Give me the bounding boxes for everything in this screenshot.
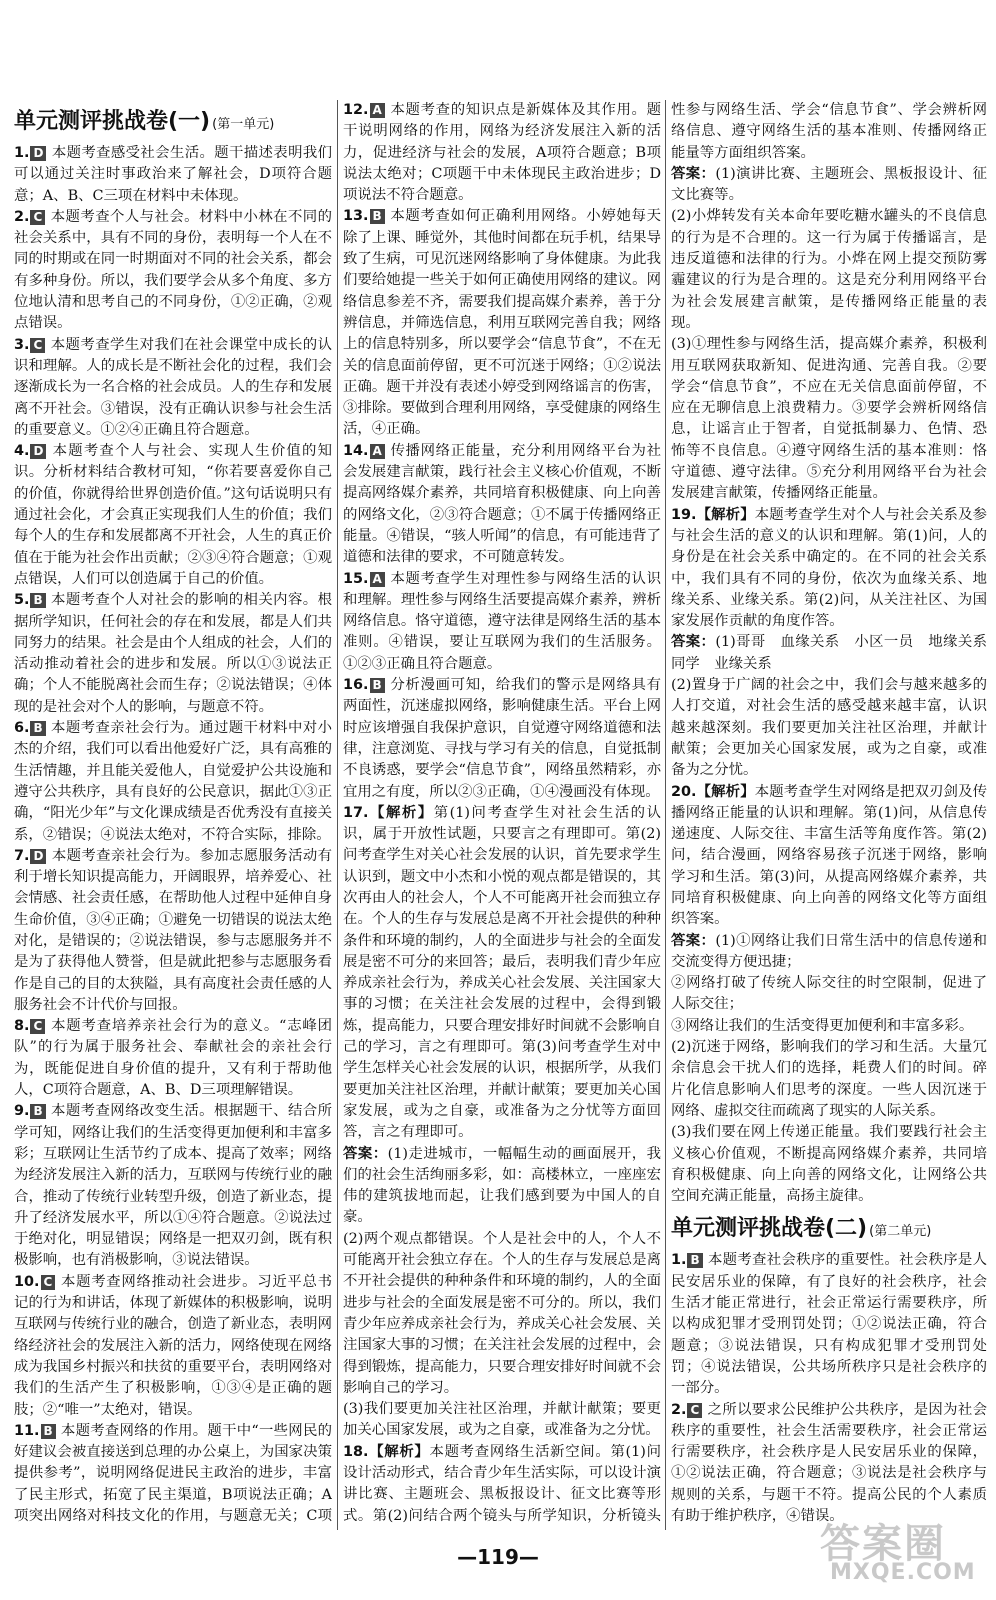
question-item (14, 335, 332, 441)
question-list (14, 143, 332, 1528)
question-item (14, 1016, 332, 1101)
answer-letter-badge: C (30, 1019, 45, 1034)
watermark-text: 答案圈 (820, 1521, 946, 1567)
question-20-answer-3: (3)我们要在网上传递正能量。我们要践行社会主义核心价值观，不断提高网络媒介素养，共同培育积极健康、向上向善的网络文化，让网络公共空间充满正能量，高扬主旋律。 (671, 1124, 987, 1205)
column-middle (343, 100, 661, 1528)
question-number: 9. (14, 1103, 30, 1120)
question-number: 6. (14, 720, 30, 737)
explanation-text: 本题考查学生对我们在社会课堂中成长的认识和理解。人的成长是不断社会化的过程，我们会逐渐成长为一名合格的社会成员。人的生存和发展离不开社会。③错误，没有正确认识参与社会生活的重要意义。①②④正确且符合题意。 (14, 336, 332, 438)
question-20-answer-1b: ②网络打破了传统人际交往的时空限制，促进了人际交往； (671, 975, 987, 1013)
answer-letter-badge: B (30, 593, 45, 608)
question-number: 1. (671, 1252, 687, 1269)
watermark-url: MXQE.COM (830, 1560, 976, 1585)
explanation-text: 本题考查个人与社会、实现人生价值的知识。分析材料结合教材可知，“你若要喜爱你自己的价值，你就得给世界创造价值。”这句话说明只有通过社会化，才会真正实现我们人生的价值；我们每个人的生存和发展都离不开社会，人生的真正价值在于能为社会作出贡献；②③④符合题意；①观点错误，人们可以创造属于自己的价值。 (14, 443, 332, 587)
question-item (671, 1250, 987, 1399)
question-20-answer-1c: ③网络让我们的生活变得更加便利和丰富多彩。 (671, 1017, 974, 1034)
section-subtitle: (第一单元) (212, 117, 275, 132)
watermark-logo (820, 1512, 986, 1592)
question-item (343, 569, 661, 675)
question-item (343, 675, 661, 803)
answer-letter-badge: C (30, 338, 45, 353)
question-item (671, 1400, 987, 1528)
question-number: 8. (14, 1018, 30, 1035)
question-20-answer-2: (2)沉迷于网络，影响我们的学习和生活。大量冗余信息会干扰人们的选择，耗费人们的时间。碎片化信息影响人们思考的深度。一些人因沉迷于网络、虚拟交往而疏离了现实的人际关系。 (671, 1039, 987, 1119)
answer-letter-badge: C (687, 1403, 702, 1418)
answer-letter-badge: B (370, 209, 385, 224)
explanation-text: 本题考查个人对社会的影响的相关内容。根据所学知识，任何社会的存在和发展，都是人们共同努力的结果。社会是由个人组成的社会，人们的活动推动着社会的进步和发展。所以①③说法正确；个人不能脱离社会而生存；②说法错误；④体现的是社会对个人的影响，与题意不符。 (14, 592, 332, 715)
answer-letter-badge: A (370, 444, 385, 459)
explanation-text: 本题考查亲社会行为。参加志愿服务活动有利于增长知识提高能力，开阔眼界，培养爱心、社会情感、社会责任感，在帮助他人过程中延伸自身生命价值，③④正确；①避免一切错误的说法太绝对化，是错误的；②说法错误，参与志愿服务并不是为了获得他人赞誉，但是就此把参与志愿服务看作是自己的目的太狭隘，具有高度社会责任感的人服务社会不计代价与回报。 (14, 847, 332, 1013)
question-18-answer-3: (3)①理性参与网络生活，提高媒介素养，积极利用互联网获取新知、促进沟通、完善自我。②要学会“信息节食”，不应在无关信息面前停留，不应在无聊信息上浪费精力。③要学会辨析网络信息，让谣言止于智者，自觉抵制暴力、色情、恐怖等不良信息。④遵守网络生活的基本准则：恪守道德、遵守法律。⑤充分利用网络平台为社会发展建言献策，传播网络正能量。 (671, 336, 987, 502)
section-title-unit-1: 单元测评挑战卷(一) (第一单元) (14, 109, 275, 134)
question-item (14, 590, 332, 718)
answer-letter-badge: D (30, 146, 46, 161)
answer-letter-badge: D (30, 849, 46, 864)
explanation-text: 传播网络正能量，充分利用网络平台为社会发展建言献策，践行社会主义核心价值观，不断提高网络媒介素养，共同培育积极健康、向上向善的网络文化，②③符合题意；①不属于传播网络正能量。④错误，“骇人听闻”的信息，有可能违背了道德和法律的要求，不可随意转发。 (343, 442, 661, 566)
answer-letter-badge: D (30, 444, 46, 459)
question-number: 7. (14, 847, 30, 864)
question-17-answer-1: 答案：(1)走进城市，一幅幅生动的画面展开，我们的社会生活绚丽多彩，如：高楼林立，一座座宏伟的建筑拔地而起，让我们感到要为中国人的自豪。 (343, 1145, 661, 1226)
explanation-text: 本题考查个人与社会。材料中小林在不同的社会关系中，具有不同的身份，表明每一个人在不同的时期或在同一时期面对不同的社会关系，都会有多种身份。所以，我们要学会从多个角度、多方位地认清和思考自己的不同身份，①②正确，②观点错误。 (14, 208, 332, 332)
question-item (14, 1272, 332, 1421)
question-17-analysis: 17.【解析】第(1)问考查学生对社会生活的认识，属于开放性试题，只要言之有理即可。第(2)问考查学生对关心社会发展的认识，首先要求学生认识到，题文中小杰和小悦的观点都是错误的，其次再由人的社会人，个人不可能离开社会而独立存在。个人的生存与发展总是离不开社会提供的种种条件和环境的制约，人的全面进步与社会的全面发展是密不可分的来回答；最后，表明我们青少年应养成亲社会行为，养成关心社会发展、关注国家大事的习惯；在关注社会发展的过程中，会得到锻炼，提高能力，只要合理安排好时间就不会影响自己的学习，言之有理即可。第(3)问考查学生对中学生怎样关心社会发展的认识，根据所学，从我们要更加关注社区治理，并献计献策；要更加关心国家发展，或为之自豪，或准备为之分忧等方面回答，言之有理即可。 (343, 804, 661, 1141)
question-20-analysis: 20.【解析】本题考查学生对网络是把双刃剑及传播网络正能量的认识和理解。第(1)问，从信息传递速度、人际交往、丰富生活等角度作答。第(2)问，结合漫画，网络容易孩子沉迷于网络，影响学习和生活。第(3)问，从提高网络媒介素养，共同培育积极健康、向上向善的网络文化等方面组织答案。 (671, 783, 987, 928)
answer-letter-badge: A (370, 572, 385, 587)
question-19-answer-2: (2)置身于广阔的社会之中，我们会与越来越多的人打交道，对社会生活的感受越来越丰富，认识越来越深刻。我们要更加关注社区治理，并献计献策；会更加关心国家发展，或为之自豪，或准备为之分忧。 (671, 677, 987, 779)
question-number: 1. (14, 145, 30, 161)
question-number: 2. (14, 208, 30, 225)
question-number: 5. (14, 592, 30, 609)
question-item (14, 718, 332, 846)
answer-letter-badge: B (687, 1253, 702, 1268)
question-number: 16. (343, 677, 369, 694)
answer-letter-badge: C (30, 210, 45, 225)
question-18-analysis: 18.【解析】本题考查网络生活新空间。第(1)问设计活动形式，结合青少年生活实际，可以设计演讲比赛、主题班会、黑板报设计、征文比赛等形式。第(2)问结合两个镜头与所学知识，分析镜头 (343, 1443, 661, 1524)
explanation-text: 本题考查网络推动社会进步。习近平总书记的行为和讲话，体现了新媒体的积极影响，说明互联网与传统行业的融合，创造了新业态，表明网络经济社会的发展注入新的活力，网络使现在网络成为我国乡村振兴和扶贫的重要平台，表明网络对我们的生活产生了积极影响，①③④是正确的题肢；②“唯一”太绝对，错误。 (14, 1273, 332, 1418)
explanation-text: 本题考查网络的作用。题干中“一些网民的好建议会被直接送到总理的办公桌上，为国家决策提供参考”，说明网络促进民主政治的进步，丰富了民主形式，拓宽了民主渠道，B项说法正确；A项突出网络对科技文化的作用，与题意无关；C项 (14, 1422, 332, 1524)
page-number: —119— (457, 1545, 539, 1569)
question-20-answer-1: 答案：(1)①网络让我们日常生活中的信息传递和交流变得方便迅捷； (671, 932, 987, 970)
question-number: 11. (14, 1422, 40, 1439)
answer-letter-badge: C (41, 1275, 56, 1290)
question-19-analysis: 19.【解析】本题考查学生对个人与社会关系及参与社会生活的意义的认识和理解。第(1)问，人的身份是在社会关系中确定的。在不同的社会关系中，我们具有不同的身份，依次为血缘关系、地缘关系、业缘关系。第(2)问，从关注社区、为国家发展作贡献的角度作答。 (671, 506, 987, 630)
question-18-answer-1: 答案：(1)演讲比赛、主题班会、黑板报设计、征文比赛等。 (671, 165, 987, 204)
question-19-answer-1: 答案：(1)哥哥 血缘关系 小区一员 地缘关系 同学 业缘关系 (671, 634, 987, 672)
question-17-answer-3: (3)我们要更加关注社区治理，并献计献策；要更加关心国家发展，或为之自豪，或准备为之分忧。 (343, 1401, 661, 1439)
column-right (671, 100, 987, 1528)
question-item (14, 1421, 332, 1528)
answer-letter-badge: A (370, 103, 385, 118)
answer-letter-badge: B (30, 721, 45, 736)
question-item (14, 143, 332, 207)
answer-letter-badge: B (41, 1424, 56, 1439)
question-number: 15. (343, 570, 369, 587)
question-number: 4. (14, 443, 30, 460)
question-item (343, 441, 661, 569)
column-divider-1 (337, 100, 338, 1530)
explanation-text: 本题考查网络改变生活。根据题干、结合所学可知，网络让我们的生活变得更加便利和丰富多彩；互联网让生活节约了成本、提高了效率；网络为经济发展注入新的活力，互联网与传统行业的融合，推动了传统行业转型升级，创造了新业态，提升了经济发展水平，所以①④符合题意。②说法过于绝对化，明显错误；网络是一把双刃剑，既有积极影响，也有消极影响，③说法错误。 (14, 1103, 332, 1269)
section-title-unit-2: 单元测评挑战卷(二) (第二单元) (671, 1216, 932, 1242)
explanation-text: 之所以要求公民维护公共秩序，是因为社会秩序的重要性，社会生活需要秩序，社会正常运行需要秩序，社会秩序是人民安居乐业的保障，①②说法正确，符合题意；③说法是社会秩序与规则的关系，与题干不符。提高公民的个人素质有助于维护秩序，④错误。 (671, 1401, 987, 1524)
column-left (14, 100, 332, 1528)
question-item (14, 441, 332, 590)
question-list (343, 100, 661, 803)
explanation-text: 本题考查学生对理性参与网络生活的认识和理解。理性参与网络生活要提高媒介素养，辨析网络信息。恪守道德，遵守法律是网络生活的基本准则。④错误，要让互联网为我们的生活服务。①②③正确且符合题意。 (343, 570, 661, 672)
question-number: 12. (343, 102, 369, 118)
explanation-text: 本题考查感受社会生活。题干描述表明我们可以通过关注时事政治来了解社会，D项符合题意；A、B、C三项在材料中未体现。 (14, 145, 332, 204)
answer-letter-badge: B (30, 1104, 45, 1119)
column-divider-2 (665, 100, 666, 1530)
question-number: 10. (14, 1273, 40, 1290)
question-item (14, 1101, 332, 1271)
answer-letter-badge: B (370, 678, 385, 693)
section-subtitle: (第二单元) (869, 1224, 932, 1240)
explanation-text: 本题考查亲社会行为。通过题干材料中对小杰的介绍，我们可以看出他爱好广泛，具有高雅的生活情趣，并且能关爱他人，自觉爱护公共设施和遵守公共秩序，具有良好的公民意识，据此①③正确，“阳光少年”与文化课成绩是否优秀没有直接关系，②错误；④说法太绝对，不符合实际，排除。 (14, 720, 332, 843)
question-18-answer-2: (2)小烨转发有关本命年要吃糖水罐头的不良信息的行为是不合理的。这一行为属于传播谣言，是违反道德和法律的行为。小烨在网上提交预防雾霾建议的行为是合理的。这是充分利用网络平台为社会发展建言献策，是传播网络正能量的表现。 (671, 208, 987, 331)
explanation-text: 本题考查社会秩序的重要性。社会秩序是人民安居乐业的保障，有了良好的社会秩序，社会生活才能正常进行，社会正常运行需要秩序，所以构成犯罪才受刑罚处罚；①②说法正确，符合题意；③说法错误，只有构成犯罪才受刑罚处罚；④说法错误，公共场所秩序只是社会秩序的一部分。 (671, 1252, 987, 1397)
question-list (671, 1250, 987, 1528)
question-number: 2. (671, 1401, 687, 1418)
question-item (14, 207, 332, 335)
question-18-analysis-cont: 性参与网络生活、学会“信息节食”、学会辨析网络信息、遵守网络生活的基本准则、传播网络正能量等方面组织答案。 (671, 102, 987, 161)
question-item (14, 846, 332, 1016)
explanation-text: 本题考查培养亲社会行为的意义。“志峰团队”的行为属于服务社会、奉献社会的亲社会行为，既能促进自身价值的提升，又有利于帮助他人，C项符合题意，A、B、D三项理解错误。 (14, 1018, 332, 1099)
explanation-text: 本题考查如何正确利用网络。小婷她每天除了上课、睡觉外，其他时间都在玩手机，结果导致了生病，可见沉迷网络影响了身体健康。为此我们要给她提一些关于如何正确使用网络的建议。网络信息参差不齐，需要我们提高媒介素养，善于分辨信息，并筛选信息，利用互联网完善自我；网络上的信息特别多，所以要学会“信息节食”，不在无关的信息面前停留，更不可沉迷于网络；①②说法正确。题干并没有表述小婷受到网络谣言的伤害，③排除。要做到合理利用网络，享受健康的网络生活，④正确。 (343, 208, 661, 438)
question-number: 3. (14, 336, 30, 353)
question-item (343, 100, 661, 206)
explanation-text: 本题考查的知识点是新媒体及其作用。题干说明网络的作用，网络为经济发展注入新的活力，促进经济与社会的发展，A项符合题意；B项说法太绝对；C项题干中未体现民主政治进步；D项说法不符合题意。 (343, 102, 661, 204)
question-number: 13. (343, 208, 369, 225)
question-item (343, 206, 661, 440)
explanation-text: 分析漫画可知，给我们的警示是网络具有两面性，沉迷虚拟网络，影响健康生活。平台上网时应该增强自我保护意识，自觉遵守网络道德和法律，注意浏览、寻找与学习有关的信息，自觉抵制不良诱惑，要学会“信息节食”，网络虽然精彩，亦宜用之有度，所以②③正确，①④漫画没有体现。 (343, 677, 661, 800)
question-17-answer-2: (2)两个观点都错误。个人是社会中的人，个人不可能离开社会独立存在。个人的生存与发展总是离不开社会提供的种种条件和环境的制约，人的全面进步与社会的全面发展是密不可分的。所以，我们青少年应养成亲社会行为，养成关心社会发展、关注国家大事的习惯；在关注社会发展的过程中，会得到锻炼，提高能力，只要合理安排好时间就不会影响自己的学习。 (343, 1230, 661, 1396)
question-number: 14. (343, 442, 369, 459)
